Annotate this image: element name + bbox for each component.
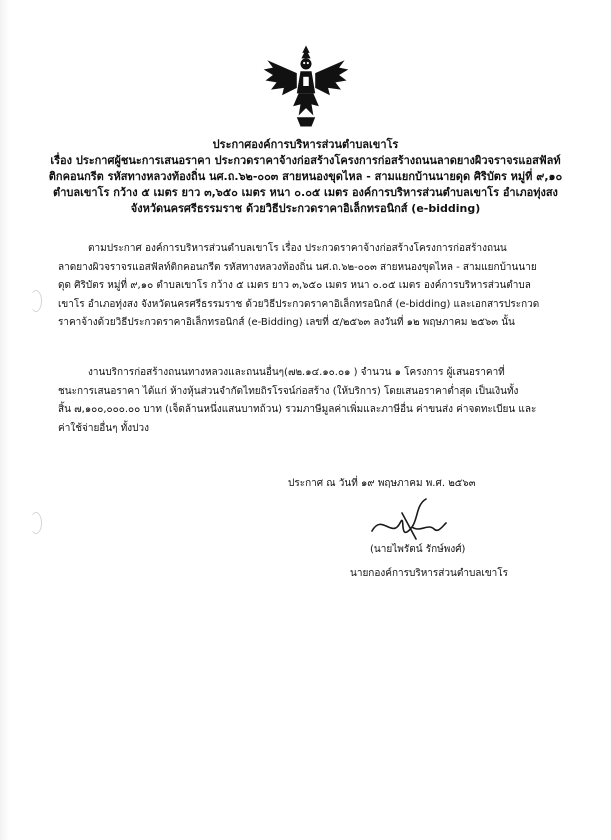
document-header: [40, 137, 571, 217]
subject-line: ติกคอนกรีต รหัสทางหลวงท้องถิ่น นศ.ถ.๖๒-๐๐๓ สายหนองขุดไหล - สามแยกบ้านนายดุด ศิริบัตร หมู่ที่ ๙,๑๐: [48, 170, 563, 183]
signer-name: (นายไพรัตน์ รักษ์พงศ์): [370, 544, 466, 555]
paragraph-line: ดุด ศิริบัตร หมู่ที่ ๙,๑๐ ตำบลเขาโร กว้าง ๕ เมตร ยาว ๓,๖๕๐ เมตร หนา ๐.๐๕ เมตร องค์การบริหารส่วนตำบล: [58, 280, 531, 291]
signer-position: นายกองค์การบริหารส่วนตำบลเขาโร: [350, 568, 509, 579]
punch-hole-mark: [30, 512, 42, 534]
paragraph-line: งานบริการก่อสร้างถนนทางหลวงและถนนอื่นๆ(๗๒.๑๔.๑๐.๐๑ ) จำนวน ๑ โครงการ ผู้เสนอราคาที่: [88, 367, 505, 378]
paragraph-line: ตามประกาศ องค์การบริหารส่วนตำบลเขาโร เรื่อง ประกวดราคาจ้างก่อสร้างโครงการก่อสร้างถนน: [88, 243, 507, 254]
garuda-emblem-icon: [260, 40, 352, 132]
paragraph-line: ราคาจ้างด้วยวิธีประกวดราคาอิเล็กทรอนิกส์ (e-Bidding) เลขที่ ๕/๒๕๖๓ ลงวันที่ ๑๒ พฤษภาคม ๒๕๖๓ นั้น: [58, 317, 515, 328]
paragraph-winner: [58, 364, 558, 438]
paragraph-line: ลาดยางผิวจราจรแอสฟัลท์ติกคอนกรีต รหัสทางหลวงท้องถิ่น นศ.ถ.๖๒-๐๐๓ สายหนองขุดไหล - สามแยกบ้านนาย: [58, 261, 537, 273]
subject-line: ตำบลเขาโร กว้าง ๕ เมตร ยาว ๓,๖๕๐ เมตร หนา ๐.๐๕ เมตร องค์การบริหารส่วนตำบลเขาโร อำเภอทุ่งสง: [53, 186, 558, 199]
punch-hole-mark: [30, 290, 42, 312]
announcement-date: ประกาศ ณ วันที่ ๑๙ พฤษภาคม พ.ศ. ๒๕๖๓: [288, 478, 476, 489]
subject-line: เรื่อง ประกาศผู้ชนะการเสนอราคา ประกวดราคาจ้างก่อสร้างโครงการก่อสร้างถนนลาดยางผิวจราจรแอสฟัลท์: [50, 154, 561, 167]
paragraph-line: ค่าใช้จ่ายอื่นๆ ทั้งปวง: [58, 422, 150, 434]
organization-title: ประกาศองค์การบริหารส่วนตำบลเขาโร: [212, 138, 399, 151]
page-edge-left: [0, 0, 10, 840]
paragraph-line: ชนะการเสนอราคา ได้แก่ ห้างหุ้นส่วนจำกัดไทยถิรโรจน์ก่อสร้าง (ให้บริการ) โดยเสนอราคาต่ำสุด เป็นเงินทั้ง: [58, 385, 519, 397]
subject-line: จังหวัดนครศรีธรรมราช ด้วยวิธีประกวดราคาอิเล็กทรอนิกส์ (e-bidding): [130, 202, 481, 215]
paragraph-line: เขาโร อำเภอทุ่งสง จังหวัดนครศรีธรรมราช ด้วยวิธีประกวดราคาอิเล็กทรอนิกส์ (e-bidding) และเอกสารประกวด: [58, 298, 540, 310]
paragraph-reference: [58, 240, 558, 333]
paragraph-line: สิ้น ๗,๑๐๐,๐๐๐.๐๐ บาท (เจ็ดล้านหนึ่งแสนบาทถ้วน) รวมภาษีมูลค่าเพิ่มและภาษีอื่น ค่าขนส่ง ค่าจดทะเบียน และ: [58, 404, 537, 415]
